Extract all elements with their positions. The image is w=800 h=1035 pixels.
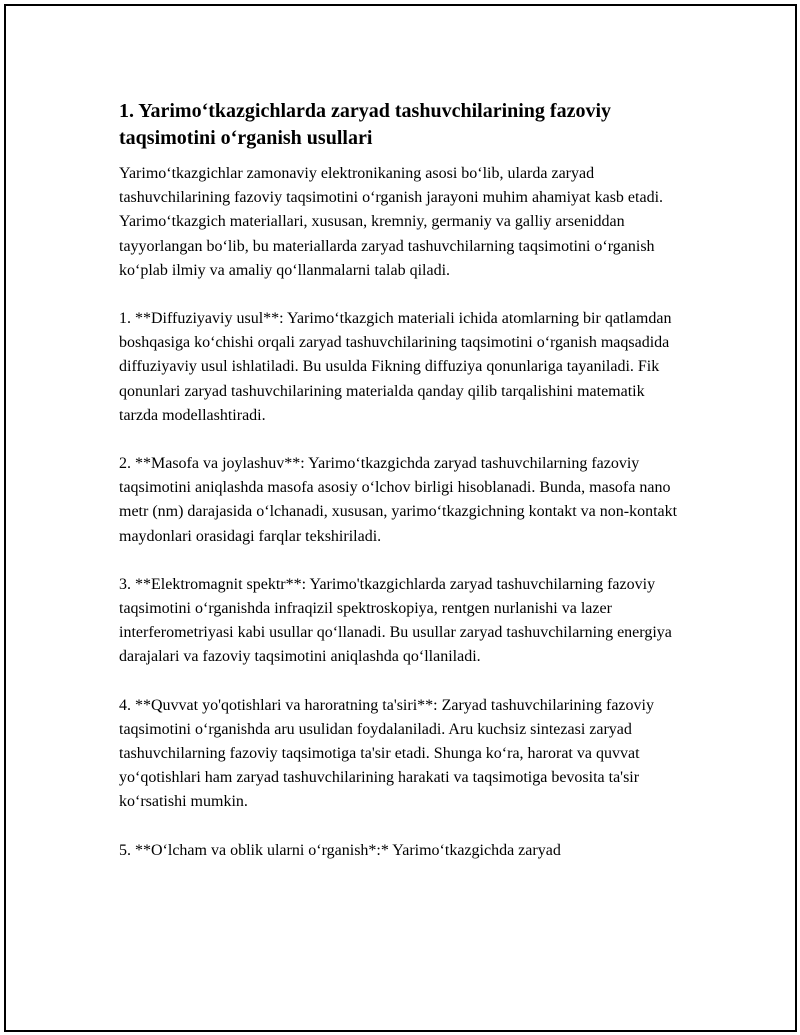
document-title: 1. Yarimo‘tkazgichlarda zaryad tashuvchilarining fazoviy taqsimotini o‘rganish usullari: [119, 100, 612, 149]
section-diffusion-paragraph: 1. **Diffuziyaviy usul**: Yarimo‘tkazgich materiali ichida atomlarning bir qatlamdan boshqasiga ko‘chishi orqali zaryad tashuvchilarining taqsimotini o‘rganish maqsadida diffuziyaviy usul ishlatiladi. Bu usulda Fikning diffuziya qonunlariga tayaniladi. Fik qonunlari zaryad tashuvchilarining materialda qanday qilib tarqalishini matematik tarzda modellashtiradi.: [119, 310, 672, 424]
section-power-paragraph: 4. **Quvvat yo'qotishlari va haroratning ta'siri**: Zaryad tashuvchilarining fazoviy taqsimotini o‘rganishda aru usulidan foydalaniladi. Aru kuchsiz sintezasi zaryad tashuvchilarning fazoviy taqsimotiga ta'sir etadi. Shunga ko‘ra, harorat va quvvat yo‘qotishlari ham zaryad tashuvchilarining harakati va taqsimotiga bevosita ta'sir ko‘rsatishi mumkin.: [119, 696, 654, 811]
document-body: [119, 98, 679, 863]
intro-paragraph: Yarimo‘tkazgichlar zamonaviy elektronikaning asosi bo‘lib, ularda zaryad tashuvchilarining fazoviy taqsimotini o‘rganish jarayoni muhim ahamiyat kasb etadi. Yarimo‘tkazgich materiallari, xususan, kremniy, germaniy va galliy arseniddan tayyorlangan bo‘lib, bu materiallarda zaryad tashuvchilarning taqsimotini o‘rganish ko‘plab ilmiy va amaliy qo‘llanmalarni talab qiladi.: [119, 165, 664, 279]
section-measurement-paragraph: 5. **O‘lcham va oblik ularni o‘rganish*:* Yarimo‘tkazgichda zaryad: [119, 841, 561, 859]
section-spectrum-paragraph: 3. **Elektromagnit spektr**: Yarimo'tkazgichlarda zaryad tashuvchilarning fazoviy taqsimotini o‘rganishda infraqizil spektroskopiya, rentgen nurlanishi va lazer interferometriyasi kabi usullar qo‘llanadi. Bu usullar zaryad tashuvchilarning energiya darajalari va fazoviy taqsimotini aniqlashda qo‘llaniladi.: [119, 575, 672, 666]
section-distance-paragraph: 2. **Masofa va joylashuv**: Yarimo‘tkazgichda zaryad tashuvchilarning fazoviy taqsimotini aniqlashda masofa asosiy o‘lchov birligi hisoblanadi. Bunda, masofa nano metr (nm) darajasida o‘lchanadi, xususan, yarimo‘tkazgichning kontakt va non-kontakt maydonlari orasidagi farqlar tekshiriladi.: [119, 455, 678, 545]
document-page: [4, 4, 797, 1032]
